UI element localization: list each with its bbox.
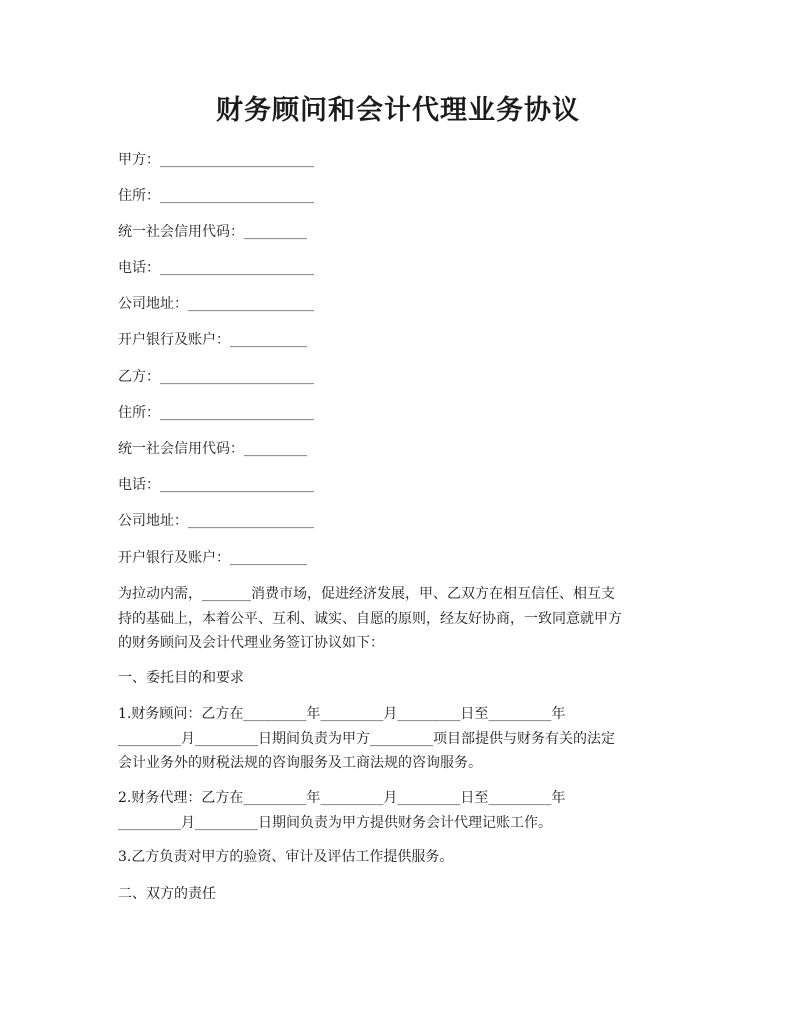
party-a-name-field: 甲方：______________________ [118,152,314,168]
document-title: 财务顾问和会计代理业务协议 [216,95,580,126]
section-2-heading: 二、双方的责任 [118,886,216,902]
party-b-company-address-field: 公司地址：__________________ [118,513,314,529]
item-2-line: _________月_________日期间负责为甲方提供财务会计代理记账工作。 [118,814,552,831]
section-1-heading: 一、委托目的和要求 [118,670,244,686]
intro-line: 的财务顾问及会计代理业务签订协议如下： [118,635,384,651]
item-1-line: _________月_________日期间负责为甲方_________项目部提供与财务有关的法定 [118,730,615,747]
item-3-paragraph: 3.乙方负责对甲方的验资、审计及评估工作提供服务。 [118,849,454,865]
party-a-phone-field: 电话：______________________ [118,260,314,276]
party-a-address-field: 住所：______________________ [118,188,314,204]
party-b-address-field: 住所：______________________ [118,405,314,421]
party-a-company-address-field: 公司地址：__________________ [118,296,314,312]
party-b-credit-code-field: 统一社会信用代码：_________ [118,441,307,457]
item-2-paragraph [118,786,684,835]
item-2-line: 2.财务代理：乙方在_________年_________月_________日至_________年 [118,790,566,806]
item-1-line: 会计业务外的财税法规的咨询服务及工商法规的咨询服务。 [118,755,482,771]
item-1-paragraph [118,702,684,776]
intro-line: 为拉动内需，_______消费市场，促进经济发展，甲、乙双方在相互信任、相互支 [118,586,615,602]
intro-paragraph [118,582,684,656]
party-a-credit-code-field: 统一社会信用代码：_________ [118,224,307,240]
party-a-bank-account-field: 开户银行及账户：___________ [118,332,307,348]
party-b-phone-field: 电话：______________________ [118,477,314,493]
party-b-name-field: 乙方：______________________ [118,369,314,385]
party-b-bank-account-field: 开户银行及账户：___________ [118,550,307,566]
intro-line: 持的基础上，本着公平、互利、诚实、自愿的原则，经友好协商，一致同意就甲方 [118,610,622,627]
item-1-line: 1.财务顾问：乙方在_________年_________月_________日至_________年 [118,706,566,722]
